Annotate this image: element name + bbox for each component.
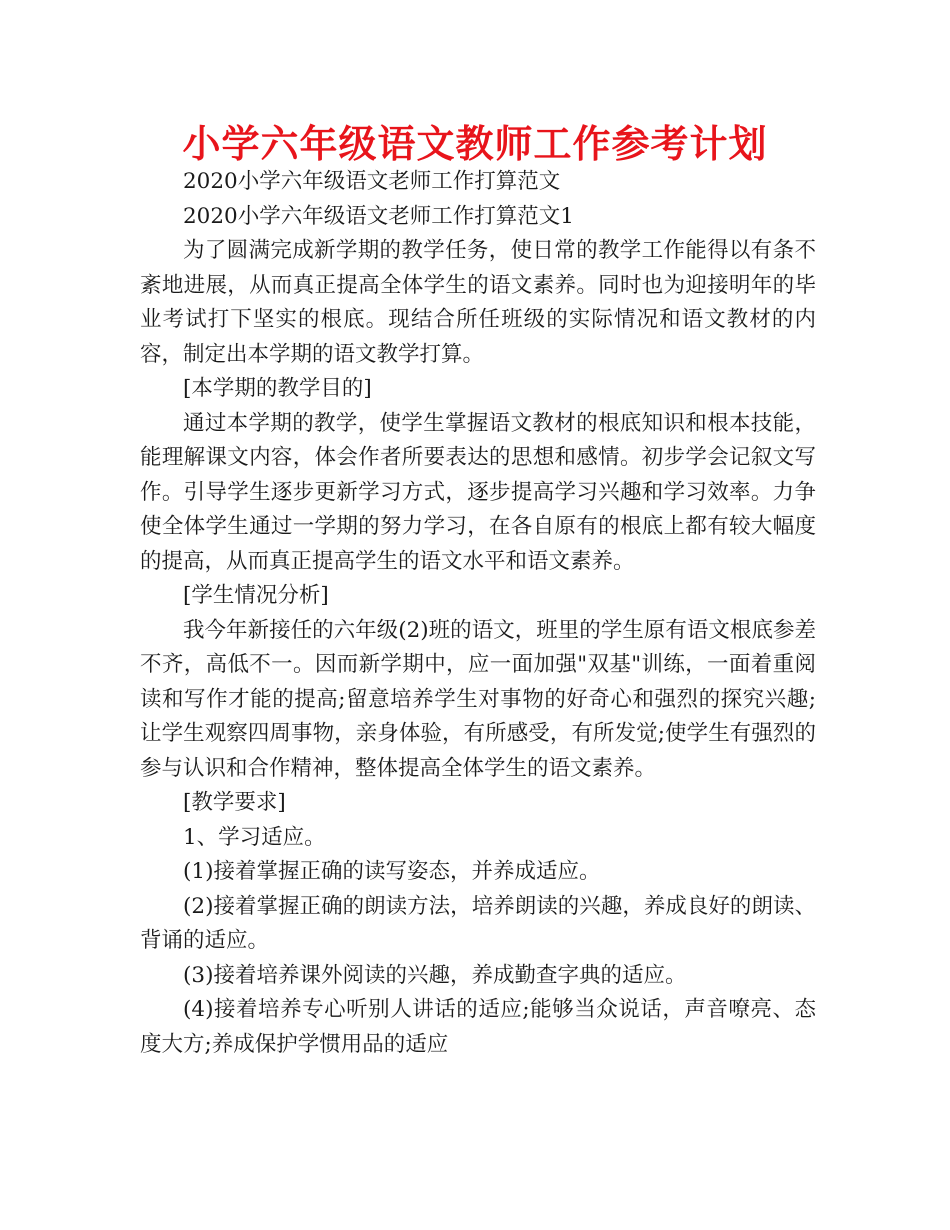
paragraph-subtitle-1: 2020小学六年级语文老师工作打算范文1 <box>183 203 574 229</box>
paragraph-subtitle: 2020小学六年级语文老师工作打算范文 <box>183 169 561 194</box>
list-item-2: (2)接着掌握正确的朗读方法，培养朗读的兴趣，养成良好的朗读、背诵的适应。 <box>140 893 816 953</box>
section-heading-teaching-goals: [本学期的教学目的] <box>183 376 372 401</box>
document-body <box>140 165 816 1062</box>
paragraph-student-analysis: 我今年新接任的六年级(2)班的语文，班里的学生原有语文根底参差不齐，高低不一。因而新学期中，应一面加强"双基"训练，一面着重阅读和写作才能的提高;留意培养学生对事物的好奇心和强烈的探究兴趣;让学生观察四周事物，亲身体验，有所感受，有所发觉;使学生有强烈的参与认识和合作精神，整体提高全体学生的语文素养。 <box>140 617 816 781</box>
list-item-1: (1)接着掌握正确的读写姿态，并养成适应。 <box>183 859 601 884</box>
section-heading-teaching-requirements: [教学要求] <box>183 790 286 815</box>
paragraph-teaching-goals: 通过本学期的教学，使学生掌握语文教材的根底知识和根本技能，能理解课文内容，体会作者所要表达的思想和感情。初步学会记叙文写作。引导学生逐步更新学习方式，逐步提高学习兴趣和学习效率。力争使全体学生通过一学期的努力学习，在各自原有的根底上都有较大幅度的提高，从而真正提高学生的语文水平和语文素养。 <box>140 410 816 574</box>
paragraph-intro: 为了圆满完成新学期的教学任务，使日常的教学工作能得以有条不紊地进展，从而真正提高全体学生的语文素养。同时也为迎接明年的毕业考试打下坚实的根底。现结合所任班级的实际情况和语文教材的内容，制定出本学期的语文教学打算。 <box>140 238 816 367</box>
list-heading-study-habits: 1、学习适应。 <box>183 824 326 850</box>
document-title: 小学六年级语文教师工作参考计划 <box>182 122 768 166</box>
list-item-3: (3)接着培养课外阅读的兴趣，养成勤查字典的适应。 <box>183 962 687 988</box>
list-item-4: (4)接着培养专心听别人讲话的适应;能够当众说话，声音嘹亮、态度大方;养成保护学惯用品的适应 <box>140 997 816 1057</box>
section-heading-student-analysis: [学生情况分析] <box>183 583 329 608</box>
